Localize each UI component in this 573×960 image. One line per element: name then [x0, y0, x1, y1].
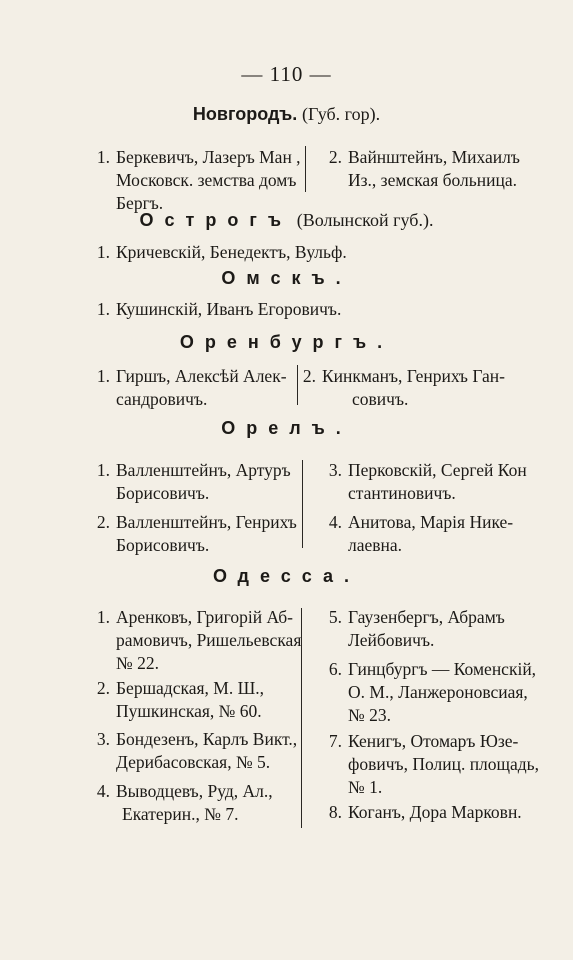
- entry-line: Борисовичъ.: [116, 483, 210, 503]
- entry-line: фовичъ, Полиц. площадь,: [348, 754, 540, 774]
- entry-line: Кинкманъ, Генрихъ Ган-: [322, 366, 505, 386]
- column-divider: [305, 146, 306, 192]
- entry-line: Вайнштейнъ, Михаилъ: [348, 147, 520, 167]
- entry-line: Из., земская больница.: [348, 170, 518, 190]
- city-name: Острогъ: [139, 210, 292, 230]
- entry-line: Бергъ.: [116, 193, 164, 213]
- entry-number: 1.: [96, 607, 110, 627]
- entry-line: № 1.: [348, 777, 383, 797]
- entry-line: Борисовичъ.: [116, 535, 210, 555]
- city-heading-odessa: [0, 566, 573, 588]
- entry-line: Кричевскій, Бенедектъ, Вульф.: [116, 242, 347, 262]
- entry-line: Кушинскій, Иванъ Егоровичъ.: [116, 299, 342, 319]
- entry-line: Московск. земства домъ: [116, 170, 297, 190]
- entry-number: 4.: [96, 781, 110, 801]
- entry-number: 2.: [328, 147, 342, 167]
- entry-number: 1.: [96, 366, 110, 386]
- city-name: Новгородъ.: [192, 104, 298, 124]
- entry-number: 2.: [302, 366, 316, 386]
- column-divider: [302, 460, 303, 548]
- entry-number: 1.: [96, 299, 110, 319]
- entry-line: Аренковъ, Григорій Аб-: [116, 607, 293, 627]
- entry-line: лаевна.: [348, 535, 403, 555]
- city-heading-orel: [0, 418, 573, 440]
- entry-line: сандровичъ.: [116, 389, 208, 409]
- entry-line: Перковскій, Сергей Кон: [348, 460, 527, 480]
- entry-line: Пушкинская, № 60.: [116, 701, 262, 721]
- entry-line: Валленштейнъ, Генрихъ: [116, 512, 297, 532]
- entry-line: Кенигъ, Отомаръ Юзе-: [348, 731, 519, 751]
- entry-number: 2.: [96, 512, 110, 532]
- entry-line: Бершадская, М. Ш.,: [116, 678, 264, 698]
- entry-line: стантиновичъ.: [348, 483, 456, 503]
- entry-number: 7.: [328, 731, 342, 751]
- entry-line: № 22.: [116, 653, 159, 673]
- entry-number: 3.: [96, 729, 110, 749]
- city-name: Омскъ.: [221, 268, 352, 288]
- city-note: (Волынской губ.).: [296, 210, 434, 230]
- entry-number: 3.: [328, 460, 342, 480]
- entry-line: № 23.: [348, 705, 391, 725]
- entry-number: 5.: [328, 607, 342, 627]
- entry-number: 2.: [96, 678, 110, 698]
- city-name: Одесса.: [212, 566, 360, 586]
- entry-line: рамовичъ, Ришельевская: [116, 630, 302, 650]
- entry-line: Валленштейнъ, Артуръ: [116, 460, 291, 480]
- entry-line: Анитова, Марія Нике-: [348, 512, 514, 532]
- city-heading-omsk: [0, 268, 573, 290]
- entry-line: Бондезенъ, Карлъ Викт.,: [116, 729, 298, 749]
- entry-line: Лейбовичъ.: [348, 630, 435, 650]
- entry-line: Выводцевъ, Руд, Ал.,: [116, 781, 273, 801]
- entry-line: совичъ.: [352, 389, 409, 409]
- entry-line: Гаузенбергъ, Абрамъ: [348, 607, 505, 627]
- entry-number: 8.: [328, 802, 342, 822]
- city-name: Оренбургъ.: [179, 332, 394, 352]
- page-number: — 110 —: [241, 62, 332, 86]
- entry-number: 1.: [96, 460, 110, 480]
- entry-number: 1.: [96, 242, 110, 262]
- entry-number: 4.: [328, 512, 342, 532]
- entry-line: О. М., Ланжероновсиая,: [348, 682, 528, 702]
- city-name: Орелъ.: [221, 418, 352, 438]
- city-heading-orenburg: [0, 332, 573, 354]
- city-heading-ostrog: [0, 210, 573, 232]
- entry-line: Коганъ, Дора Марковн.: [348, 802, 522, 822]
- city-note: (Губ. гор).: [302, 104, 381, 124]
- column-divider: [301, 608, 302, 828]
- entry-line: Гиршъ, Алексѣй Алек-: [116, 366, 287, 386]
- entry-line: Екатерин., № 7.: [122, 804, 239, 824]
- entry-number: 6.: [328, 659, 342, 679]
- city-heading-novgorod: [0, 104, 573, 126]
- entry-line: Гинцбургъ — Коменскій,: [348, 659, 537, 679]
- entry-line: Дерибасовская, № 5.: [116, 752, 271, 772]
- entry-line: Беркевичъ, Лазеръ Ман ,: [116, 147, 301, 167]
- entry-number: 1.: [96, 147, 110, 167]
